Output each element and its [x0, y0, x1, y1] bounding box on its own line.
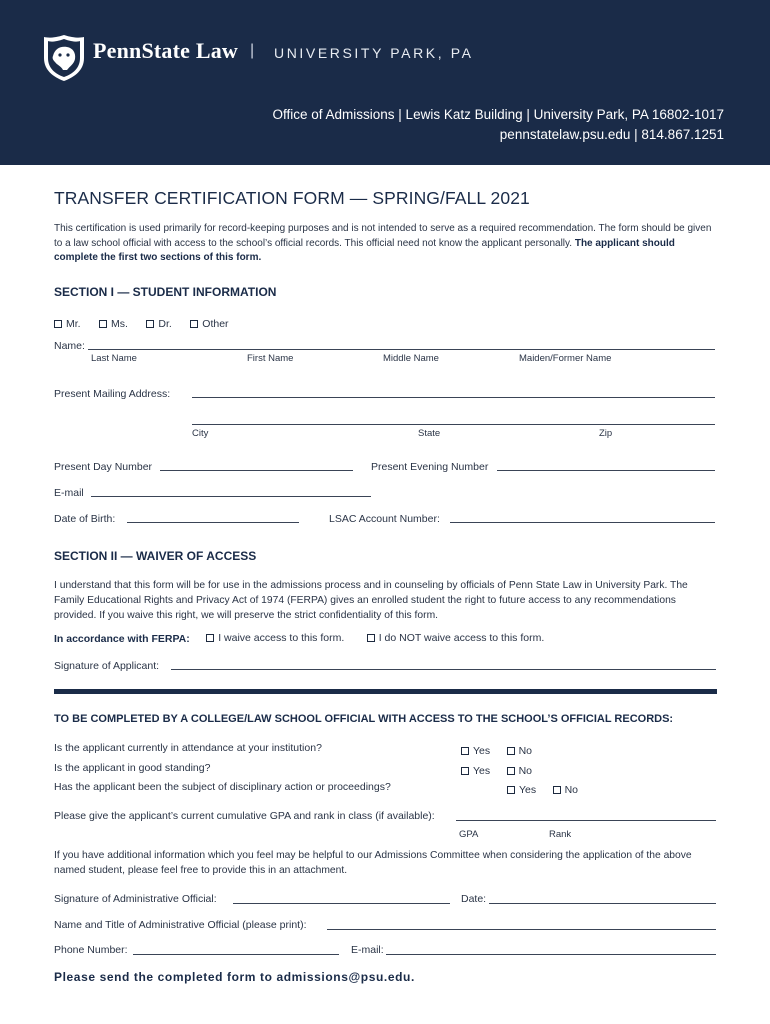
brand-name: PennState Law	[93, 38, 238, 63]
address-field-2[interactable]	[192, 424, 715, 425]
official-name-title-label: Name and Title of Administrative Official (please print):	[54, 919, 307, 931]
gpa-rank-field[interactable]	[456, 820, 716, 821]
applicant-signature-label: Signature of Applicant:	[54, 660, 160, 672]
city-caption: City	[192, 428, 209, 439]
title-option-dr[interactable]	[146, 318, 171, 330]
official-section-heading: TO BE COMPLETED BY A COLLEGE/LAW SCHOOL OFFICIAL WITH ACCESS TO THE SCHOOL’S OFFICIAL RECORDS:	[54, 713, 674, 725]
disciplinary-no[interactable]	[553, 784, 578, 796]
option-label: Yes	[519, 784, 537, 796]
address-label: Present Mailing Address:	[54, 388, 171, 400]
checkbox-icon[interactable]	[367, 634, 375, 642]
disciplinary-options	[507, 781, 592, 799]
checkbox-icon[interactable]	[190, 320, 198, 328]
office-address: Office of Admissions | Lewis Katz Building | University Park, PA 16802-1017	[272, 107, 724, 122]
checkbox-icon[interactable]	[507, 767, 515, 775]
attendance-yes[interactable]	[461, 745, 490, 757]
intro-text: This certification is used primarily for record-keeping purposes and is not intended to serve as a required recommendation. The form should be given to a law school official with access to the school’s official records. This official need not know the applicant personally.	[54, 223, 712, 249]
question-attendance: Is the applicant currently in attendance at your institution?	[54, 742, 322, 754]
phone-label: Phone Number:	[54, 944, 128, 956]
checkbox-icon[interactable]	[206, 634, 214, 642]
date-field[interactable]	[489, 903, 716, 904]
official-signature-label: Signature of Administrative Official:	[54, 893, 217, 905]
evening-number-field[interactable]	[497, 470, 715, 471]
gpa-caption: GPA	[459, 829, 479, 840]
title-option-other[interactable]	[190, 318, 228, 330]
option-label: I do NOT waive access to this form.	[378, 632, 545, 644]
ferpa-label: In accordance with FERPA:	[54, 633, 190, 645]
checkbox-icon[interactable]	[461, 747, 469, 755]
checkbox-icon[interactable]	[553, 786, 561, 794]
nittany-lion-shield-icon	[43, 34, 85, 82]
standing-no[interactable]	[507, 765, 532, 777]
attendance-no[interactable]	[507, 745, 532, 757]
standing-options	[461, 762, 546, 780]
applicant-signature-field[interactable]	[171, 669, 716, 670]
additional-info-text: If you have additional information which you feel may be helpful to our Admissions Committee when considering the application of the above named student, please feel free to provide this in an attachment.	[54, 850, 692, 876]
evening-number-label: Present Evening Number	[371, 461, 489, 473]
maiden-name-caption: Maiden/Former Name	[519, 353, 612, 364]
not-waive-option[interactable]	[367, 632, 545, 644]
lsac-label: LSAC Account Number:	[329, 513, 440, 525]
brand-separator: |	[250, 42, 255, 59]
option-label: Dr.	[158, 318, 172, 330]
question-disciplinary: Has the applicant been the subject of disciplinary action or proceedings?	[54, 781, 391, 793]
rank-caption: Rank	[549, 829, 572, 840]
standing-yes[interactable]	[461, 765, 490, 777]
option-label: Mr.	[66, 318, 81, 330]
dob-label: Date of Birth:	[54, 513, 116, 525]
checkbox-icon[interactable]	[461, 767, 469, 775]
waiver-text: I understand that this form will be for use in the admissions process and in counseling by officials of Penn State Law in University Park. The Family Educational Rights and Privacy Act of 1974 (FERPA) gives an enrolled student the right to future access to any recommendations provided. If you waive this right, we will preserve the strict confidentiality of this form.	[54, 580, 688, 621]
option-label: Yes	[473, 745, 491, 757]
official-email-label: E-mail:	[351, 944, 384, 956]
section-1-heading: SECTION I — STUDENT INFORMATION	[54, 285, 277, 299]
gpa-prompt: Please give the applicant’s current cumulative GPA and rank in class (if available):	[54, 810, 435, 822]
send-instruction: Please send the completed form to admissions@psu.edu.	[54, 970, 415, 984]
disciplinary-yes[interactable]	[507, 784, 536, 796]
day-number-label: Present Day Number	[54, 461, 153, 473]
option-label: No	[564, 784, 579, 796]
letterhead	[0, 0, 770, 165]
checkbox-icon[interactable]	[507, 747, 515, 755]
office-contact: pennstatelaw.psu.edu | 814.867.1251	[499, 127, 724, 142]
form-intro	[54, 222, 716, 266]
option-label: Other	[202, 318, 229, 330]
phone-field[interactable]	[133, 954, 339, 955]
option-label: No	[518, 765, 533, 777]
checkbox-icon[interactable]	[99, 320, 107, 328]
waive-option[interactable]	[206, 632, 344, 644]
attendance-options	[461, 742, 546, 760]
intro-bold-text: The applicant should complete the first two sections of this form.	[54, 237, 675, 263]
middle-name-caption: Middle Name	[383, 353, 439, 364]
first-name-caption: First Name	[247, 353, 294, 364]
day-number-field[interactable]	[160, 470, 353, 471]
checkbox-icon[interactable]	[507, 786, 515, 794]
option-label: I waive access to this form.	[218, 632, 345, 644]
title-checkboxes	[54, 315, 243, 333]
official-email-field[interactable]	[386, 954, 716, 955]
form-title: TRANSFER CERTIFICATION FORM — SPRING/FALL 2021	[54, 188, 530, 208]
email-field[interactable]	[91, 496, 371, 497]
checkbox-icon[interactable]	[146, 320, 154, 328]
title-option-ms[interactable]	[99, 318, 128, 330]
section-divider	[54, 689, 717, 694]
option-label: No	[518, 745, 533, 757]
email-label: E-mail	[54, 487, 84, 499]
section-2-heading: SECTION II — WAIVER OF ACCESS	[54, 549, 257, 563]
option-label: Yes	[473, 765, 491, 777]
date-label: Date:	[461, 893, 487, 905]
brand-location: UNIVERSITY PARK, PA	[274, 45, 474, 61]
option-label: Ms.	[111, 318, 128, 330]
title-option-mr[interactable]	[54, 318, 81, 330]
checkbox-icon[interactable]	[54, 320, 62, 328]
ferpa-row	[54, 629, 558, 647]
last-name-caption: Last Name	[91, 353, 137, 364]
name-label: Name:	[54, 340, 85, 352]
lsac-field[interactable]	[450, 522, 715, 523]
address-field-1[interactable]	[192, 397, 715, 398]
name-field[interactable]	[88, 349, 715, 350]
dob-field[interactable]	[127, 522, 299, 523]
state-caption: State	[418, 428, 441, 439]
zip-caption: Zip	[599, 428, 613, 439]
question-standing: Is the applicant in good standing?	[54, 762, 211, 774]
official-signature-field[interactable]	[233, 903, 450, 904]
official-name-title-field[interactable]	[327, 929, 716, 930]
